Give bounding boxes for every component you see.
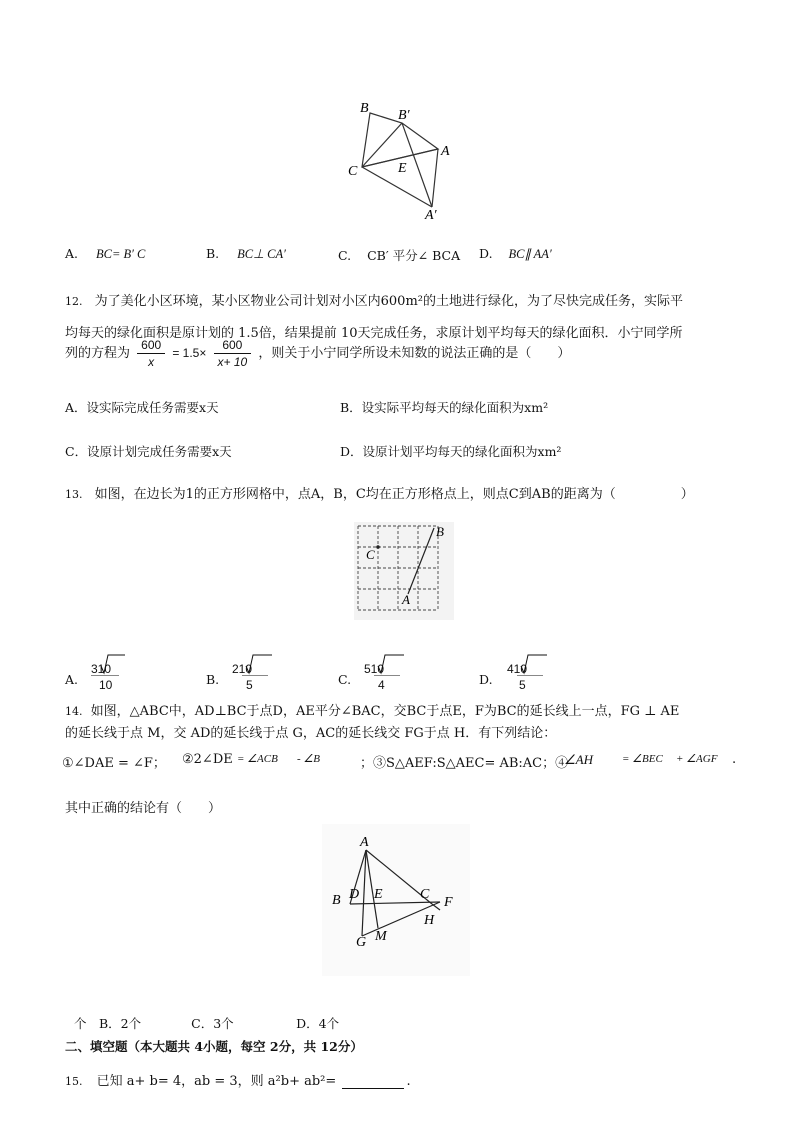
- q12-option-d: D．设原计划平均每天的绿化面积为xm²: [340, 444, 562, 459]
- sqrt-icon: [91, 652, 127, 676]
- q11-option-b: B. BC⊥ CA′: [206, 246, 286, 261]
- label-b: B: [436, 524, 444, 539]
- q12-line1: 12. 为了美化小区环境，某小区物业公司计划对小区内600m²的土地进行绿化，为了尽快完成任务，实际平: [65, 294, 683, 309]
- label-a: A: [360, 835, 369, 850]
- q12-option-a: A．设实际完成任务需要x天: [65, 400, 219, 415]
- q14-line2: 的延长线于点 M，交 AD的延长线于点 G，AC的延长线交 FG于点 H．有下列结论：: [65, 726, 557, 741]
- q14-triangle-figure: [322, 824, 470, 976]
- q11-option-c: C. CB′ 平分∠ BCA: [338, 248, 461, 263]
- label-h: H: [424, 913, 435, 928]
- q11-figure: [340, 95, 460, 225]
- label-c: C: [348, 164, 358, 179]
- label-a: A: [441, 144, 450, 159]
- q13-option-d: D. 410 5: [479, 652, 559, 688]
- label-e: E: [398, 161, 407, 176]
- q12-fraction-2: $\frac{600}{x+ 10}$: [214, 338, 252, 369]
- q13-grid-figure: [354, 522, 454, 620]
- q12-option-b: B．设实际平均每天的绿化面积为xm²: [340, 400, 549, 415]
- q14-conclusions: ①∠DAE = ∠F； ②2∠DE = ∠ACB - ∠B ；③S△AEF:S△AEC= AB:AC；④ ∠AH = ∠BEC + ∠AGF .: [62, 752, 737, 771]
- label-m: M: [375, 929, 387, 944]
- q13-option-a: A. 310 10: [65, 652, 145, 688]
- label-b: B: [360, 101, 369, 116]
- q12-option-c: C．设原计划完成任务需要x天: [65, 444, 232, 459]
- q11-option-a: A. BC= B′ C: [65, 246, 146, 261]
- label-g: G: [356, 935, 367, 950]
- q12-line2: 均每天的绿化面积是原计划的 1.5倍，结果提前 10天完成任务，求原计划平均每天的绿化面积．小宁同学所: [65, 326, 683, 341]
- sqrt-icon: [242, 652, 278, 676]
- q13-text: 13. 如图，在边长为1的正方形网格中，点A，B，C均在正方形格点上，则点C到AB的距离为（ ）: [65, 487, 694, 502]
- sqrt-icon: [517, 652, 553, 676]
- sqrt-icon: [374, 652, 410, 676]
- q14-prompt: 其中正确的结论有（ ）: [65, 801, 222, 816]
- label-b: B: [332, 893, 341, 908]
- q15-text: 15. 已知 a+ b= 4，ab = 3，则 a²b+ ab²= .: [65, 1074, 411, 1089]
- label-c: C: [366, 547, 375, 562]
- label-a: A: [402, 592, 410, 607]
- label-f: F: [444, 895, 453, 910]
- q14-options: 个 B．2个 C．3个 D．4个: [74, 1016, 340, 1031]
- label-b-prime: B′: [398, 108, 410, 123]
- label-c: C: [420, 887, 430, 902]
- q11-option-d: D. BC∥ AA′: [479, 246, 552, 261]
- q14-line1: 14. 如图，△ABC中，AD⊥BC于点D，AE平分∠BAC，交BC于点E，F为BC的延长线上一点，FG ⊥ AE: [65, 704, 680, 719]
- section2-title: 二、填空题（本大题共 4小题，每空 2分，共 12分）: [65, 1039, 363, 1054]
- q12-line3: 列的方程为 $\frac{600}{x}$ = 1.5× $\frac{600}{x+ 10}$ ，则关于小宁同学所设未知数的说法正确的是（ ）: [65, 338, 571, 369]
- label-d: D: [349, 887, 360, 902]
- label-e: E: [374, 887, 383, 902]
- label-a-prime: A′: [425, 208, 437, 223]
- q13-option-b: B. 210 5: [206, 652, 286, 688]
- q15-answer-blank[interactable]: [342, 1088, 404, 1089]
- q12-fraction-1: $\frac{600}{x}$: [137, 338, 165, 369]
- q13-option-c: C. 510 4: [338, 652, 418, 688]
